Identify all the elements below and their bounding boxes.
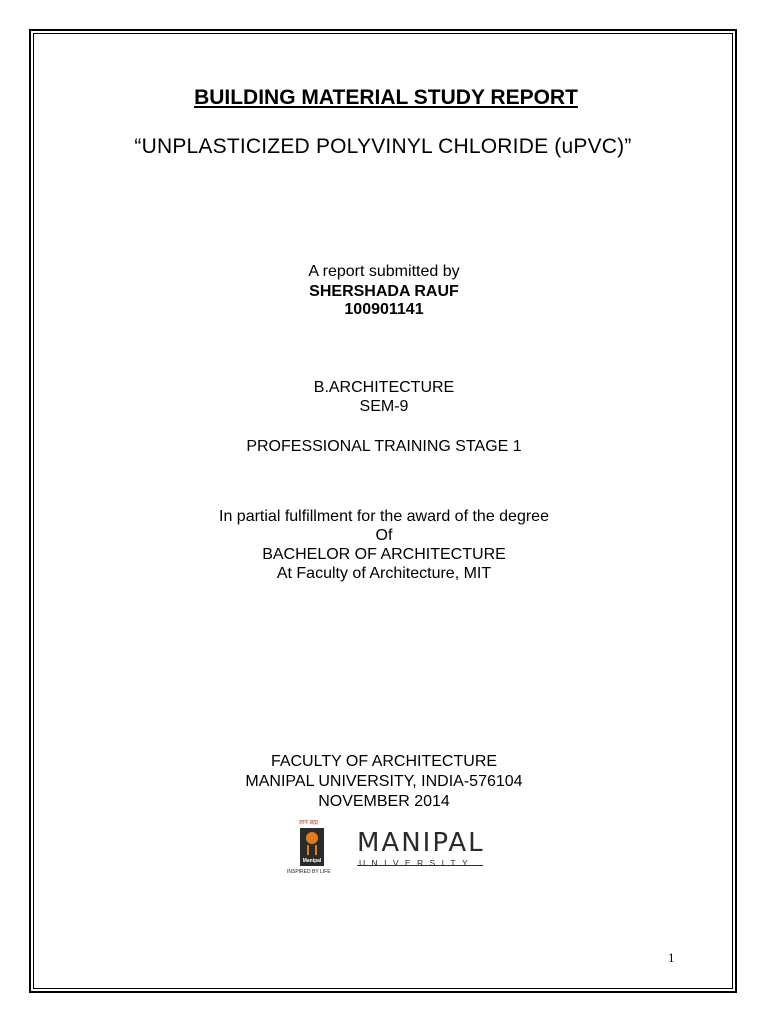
logo-wordmark-sub: UNIVERSITY: [359, 858, 475, 868]
page-number: 1: [668, 950, 675, 965]
student-id: 100901141: [344, 301, 424, 318]
semester: SEM-9: [359, 398, 409, 415]
report-subtitle: “UNPLASTICIZED POLYVINYL CHLORIDE (uPVC)”: [134, 135, 632, 158]
emblem-shield: [300, 828, 324, 866]
report-title: BUILDING MATERIAL STUDY REPORT: [194, 86, 578, 109]
emblem-motto: ज्ञानं ब्रह्म: [299, 819, 318, 826]
emblem-figure-icon: [307, 845, 317, 855]
submitted-by-label: A report submitted by: [308, 263, 460, 280]
emblem-name: Manipal: [302, 858, 322, 864]
fulfillment-line-1: In partial fulfillment for the award of the degree: [219, 508, 549, 525]
university-address: MANIPAL UNIVERSITY, INDIA-576104: [245, 773, 523, 790]
training-stage: PROFESSIONAL TRAINING STAGE 1: [246, 438, 522, 455]
fulfillment-line-2: Of: [375, 527, 393, 544]
submission-date: NOVEMBER 2014: [318, 793, 450, 810]
faculty-location: At Faculty of Architecture, MIT: [276, 565, 492, 582]
author-name: SHERSHADA RAUF: [309, 283, 459, 300]
faculty-name: FACULTY OF ARCHITECTURE: [270, 753, 498, 770]
emblem-sun-icon: [306, 832, 318, 844]
course-name: B.ARCHITECTURE: [313, 379, 455, 396]
logo-wordmark: MANIPAL: [357, 828, 485, 858]
manipal-emblem-icon: [287, 818, 339, 878]
emblem-tagline: INSPIRED BY LIFE: [287, 869, 331, 875]
manipal-logo: [287, 818, 487, 878]
degree-name: BACHELOR OF ARCHITECTURE: [262, 546, 506, 563]
